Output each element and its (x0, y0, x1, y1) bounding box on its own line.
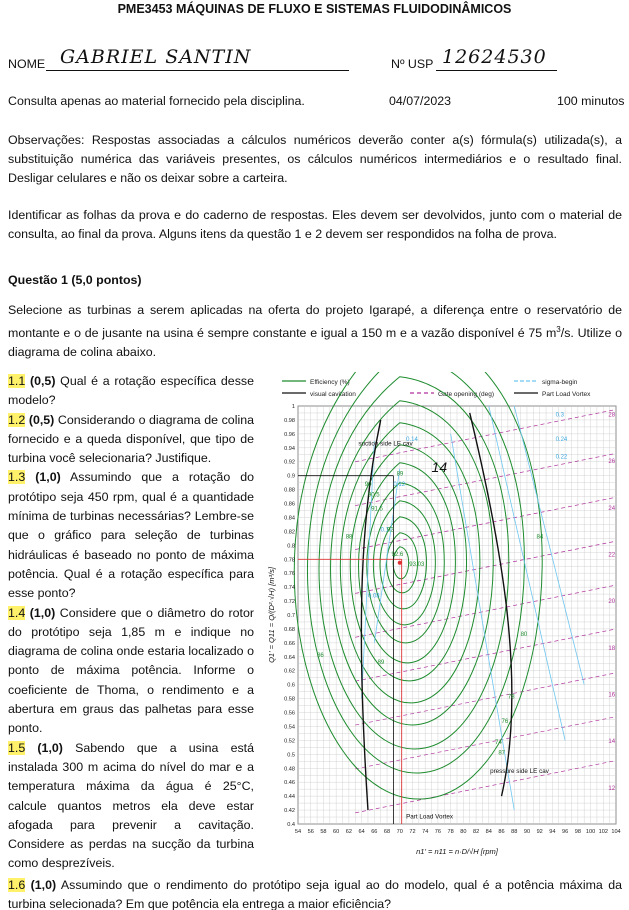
efficiency-label: 78 (507, 694, 515, 701)
x-tick-label: 70 (396, 829, 403, 835)
suction-side-annotation: suction side LE cav (358, 440, 413, 448)
y-tick-label: 0.84 (284, 515, 295, 522)
item-1-6: 1.6 (1,0) Assumindo que o rendimento do protótipo seja igual ao do modelo, qual é a potência máxima da turbina selecionada? Em que potência ela entrega a maior eficiência? (8, 878, 623, 910)
y-tick-label: 0.7 (287, 613, 295, 619)
gate-label: 20 (608, 599, 616, 606)
x-tick-label: 80 (460, 829, 467, 835)
vortex-annotation: Part Load Vortex (406, 813, 454, 821)
item-1-5: 1.5 (1,0) Sabendo que a usina está instalada 300 m acima do nível do mar e a temperatura máxima da água é 25°C, calcule quantos metros ela deve estar afogada para prevenir a cavitação. Considere as perdas na sucção da turbina como desprezíveis. (8, 740, 254, 871)
sigma-label: 0.22 (555, 454, 568, 461)
y-tick-label: 0.5 (287, 752, 295, 759)
gate-label: 14 (608, 739, 616, 746)
legend-entry: sigma-begin (542, 379, 578, 386)
x-tick-label: 92 (536, 829, 543, 835)
y-tick-label: 0.48 (284, 766, 295, 773)
x-tick-label: 88 (511, 829, 518, 835)
y-tick-label: 0.78 (284, 557, 295, 564)
usp-line (436, 70, 557, 71)
consult-note: Consulta apenas ao material fornecido pela disciplina. (8, 94, 305, 108)
efficiency-label: 76 (501, 718, 509, 725)
efficiency-label: 90.5 (367, 492, 380, 499)
efficiency-label: 89 (377, 659, 385, 666)
x-tick-label: 74 (422, 829, 429, 835)
x-tick-label: 62 (345, 829, 352, 835)
y-tick-label: 0.56 (284, 710, 295, 717)
y-tick-label: 0.52 (284, 738, 295, 745)
legend-entry: Efficiency (%) (310, 379, 350, 386)
efficiency-label: 93.03 (409, 562, 425, 569)
x-tick-label: 56 (307, 829, 314, 835)
x-tick-label: 98 (574, 829, 581, 835)
sigma-label: 0.3 (555, 412, 564, 419)
chart-grid (298, 406, 616, 824)
hill-chart (262, 372, 624, 874)
name-line (46, 70, 349, 71)
y-tick-label: 0.8 (287, 543, 295, 550)
x-tick-label: 86 (498, 829, 505, 835)
y-tick-label: 0.44 (284, 794, 295, 801)
efficiency-label: 92 (387, 527, 394, 534)
sigma-label: 0.14 (406, 436, 418, 443)
x-tick-label: 76 (434, 829, 442, 835)
y-tick-label: 0.98 (284, 417, 295, 424)
handwritten-note: 14 (431, 459, 448, 476)
legend-entry: Part Load Vortex (542, 391, 591, 398)
y-tick-label: 0.88 (284, 487, 295, 494)
y-tick-label: 0.74 (284, 585, 295, 592)
y-tick-label: 0.86 (284, 501, 295, 508)
gate-label: 12 (608, 785, 616, 792)
exam-title: PME3453 MÁQUINAS DE FLUXO E SISTEMAS FLUIDODINÂMICOS (117, 2, 512, 16)
x-tick-label: 102 (598, 829, 608, 835)
sigma-label: 0.12 (393, 482, 406, 489)
gate-label: 18 (608, 645, 616, 652)
efficiency-label: 84 (536, 534, 544, 541)
x-tick-label: 72 (409, 829, 416, 835)
x-tick-label: 100 (585, 829, 596, 835)
exam-duration: 100 minutos (557, 94, 625, 108)
gate-label: 24 (608, 505, 616, 512)
efficiency-label: 87 (498, 750, 506, 757)
efficiency-label: 88 (345, 534, 353, 541)
y-axis-label: Q1' = Q11 = Q/(D²·√H) [m³/s] (267, 567, 276, 663)
x-tick-label: 94 (549, 829, 556, 835)
peak-point (398, 561, 402, 565)
x-tick-label: 82 (472, 829, 480, 835)
y-tick-label: 1 (291, 404, 295, 410)
x-tick-label: 68 (383, 829, 391, 835)
x-tick-label: 66 (371, 829, 378, 835)
y-tick-label: 0.68 (284, 626, 295, 633)
efficiency-label: 80 (520, 631, 528, 638)
gate-label: 26 (608, 459, 616, 466)
y-tick-label: 0.82 (284, 529, 295, 536)
x-tick-label: 54 (294, 829, 302, 835)
y-tick-label: 0.9 (287, 473, 295, 480)
efficiency-label: 74 (495, 739, 502, 746)
y-tick-label: 0.64 (284, 654, 295, 661)
sigma-label: 0.1 (380, 527, 390, 534)
y-tick-label: 0.92 (284, 459, 295, 466)
name-label: NOME (8, 57, 46, 71)
usp-handwritten: 12624530 (442, 46, 547, 68)
y-tick-label: 0.62 (284, 668, 295, 675)
y-tick-label: 0.72 (284, 599, 295, 606)
exam-date: 04/07/2023 (389, 94, 452, 108)
x-tick-label: 104 (611, 829, 621, 835)
name-handwritten: GABRIEL SANTIN (60, 46, 252, 68)
x-tick-label: 64 (358, 829, 365, 835)
y-tick-label: 0.66 (284, 640, 295, 647)
y-tick-label: 0.94 (284, 445, 295, 452)
items-column (8, 372, 254, 874)
x-tick-label: 78 (447, 829, 454, 835)
y-tick-label: 0.58 (284, 696, 295, 703)
y-tick-label: 0.46 (284, 780, 295, 787)
efficiency-label: 86 (317, 652, 324, 659)
pressure-side-annotation: pressure side LE cav (490, 768, 549, 776)
x-tick-label: 90 (523, 829, 531, 835)
efficiency-label: 92.6 (391, 551, 404, 558)
x-axis-label: n1' = n11 = n·D/√H [rpm] (416, 847, 498, 856)
gate-label: 28 (608, 412, 616, 419)
x-tick-label: 96 (562, 829, 569, 835)
y-tick-label: 0.42 (284, 808, 295, 815)
item-1-4: 1.4 (1,0) Considere que o diâmetro do rotor do protótipo seja 1,85 m e indique no diagrama de colina onde estaria localizado o ponto de máxima potência. Informe o coeficiente de Thoma, o rendimento e a abertura em graus das palhetas para esse ponto. (8, 605, 254, 736)
item-1-2: 1.2 (0,5) Considerando o diagrama de colina fornecido e a queda disponível, que tipo de turbina você selecionaria? Justifique. (8, 412, 254, 466)
gate-label: 16 (608, 692, 616, 699)
efficiency-label: 90 (364, 482, 372, 489)
efficiency-label: 91.5 (371, 506, 383, 513)
gate-label: 22 (608, 552, 616, 559)
legend-entry: Gate opening (deg) (438, 391, 495, 398)
x-tick-label: 60 (333, 829, 340, 835)
sigma-label: 0.24 (555, 436, 568, 443)
item-1-3: 1.3 (1,0) Assumindo que a rotação do protótipo seja 450 rpm, qual é a quantidade mínima de turbinas necessárias? Lembre-se que o gráfico para seleção de turbinas hidráulicas é baseado no ponto de máxima potência. Qual é a rotação específica para esse ponto? (8, 470, 254, 601)
usp-label: Nº USP (391, 57, 434, 71)
sigma-label: 0.08 (367, 593, 380, 600)
item-1-1: 1.1 (0,5) Qual é a rotação específica desse modelo? (8, 374, 254, 408)
efficiency-label: 89 (396, 471, 404, 478)
identificar: Identificar as folhas da prova e do caderno de respostas. Eles devem ser devolvidos, junto com o material de consulta, ao final da prova. Alguns itens da questão 1 e 2 devem ser respondidos na folha de prova. (8, 208, 622, 241)
y-tick-label: 0.76 (284, 571, 295, 578)
x-tick-label: 84 (485, 829, 492, 835)
legend-entry: visual cavitation (310, 391, 356, 398)
y-tick-label: 0.4 (287, 822, 295, 828)
observacoes: Observações: Respostas associadas a cálculos numéricos deverão conter a(s) fórmula(s) utilizada(s), a substituição numérica das variáveis presentes, os cálculos numéricos intermediários e o resultado final. Desligar celulares e não os deixar sobre a carteira. (8, 133, 622, 185)
x-tick-label: 58 (320, 829, 327, 835)
question-intro: Selecione as turbinas a serem aplicadas na oferta do projeto Igarapé, a diferença entre o reservatório de montante e o de jusante na usina é sempre constante e igual a 150 m e a vazão disponível é 75 $m^3/s$. Utilize o diagrama de colina abaixo. (8, 303, 622, 360)
y-tick-label: 0.96 (284, 431, 295, 438)
question-title: Questão 1 (5,0 pontos) (8, 273, 142, 287)
y-tick-label: 0.6 (287, 682, 295, 689)
y-tick-label: 0.54 (284, 724, 295, 731)
